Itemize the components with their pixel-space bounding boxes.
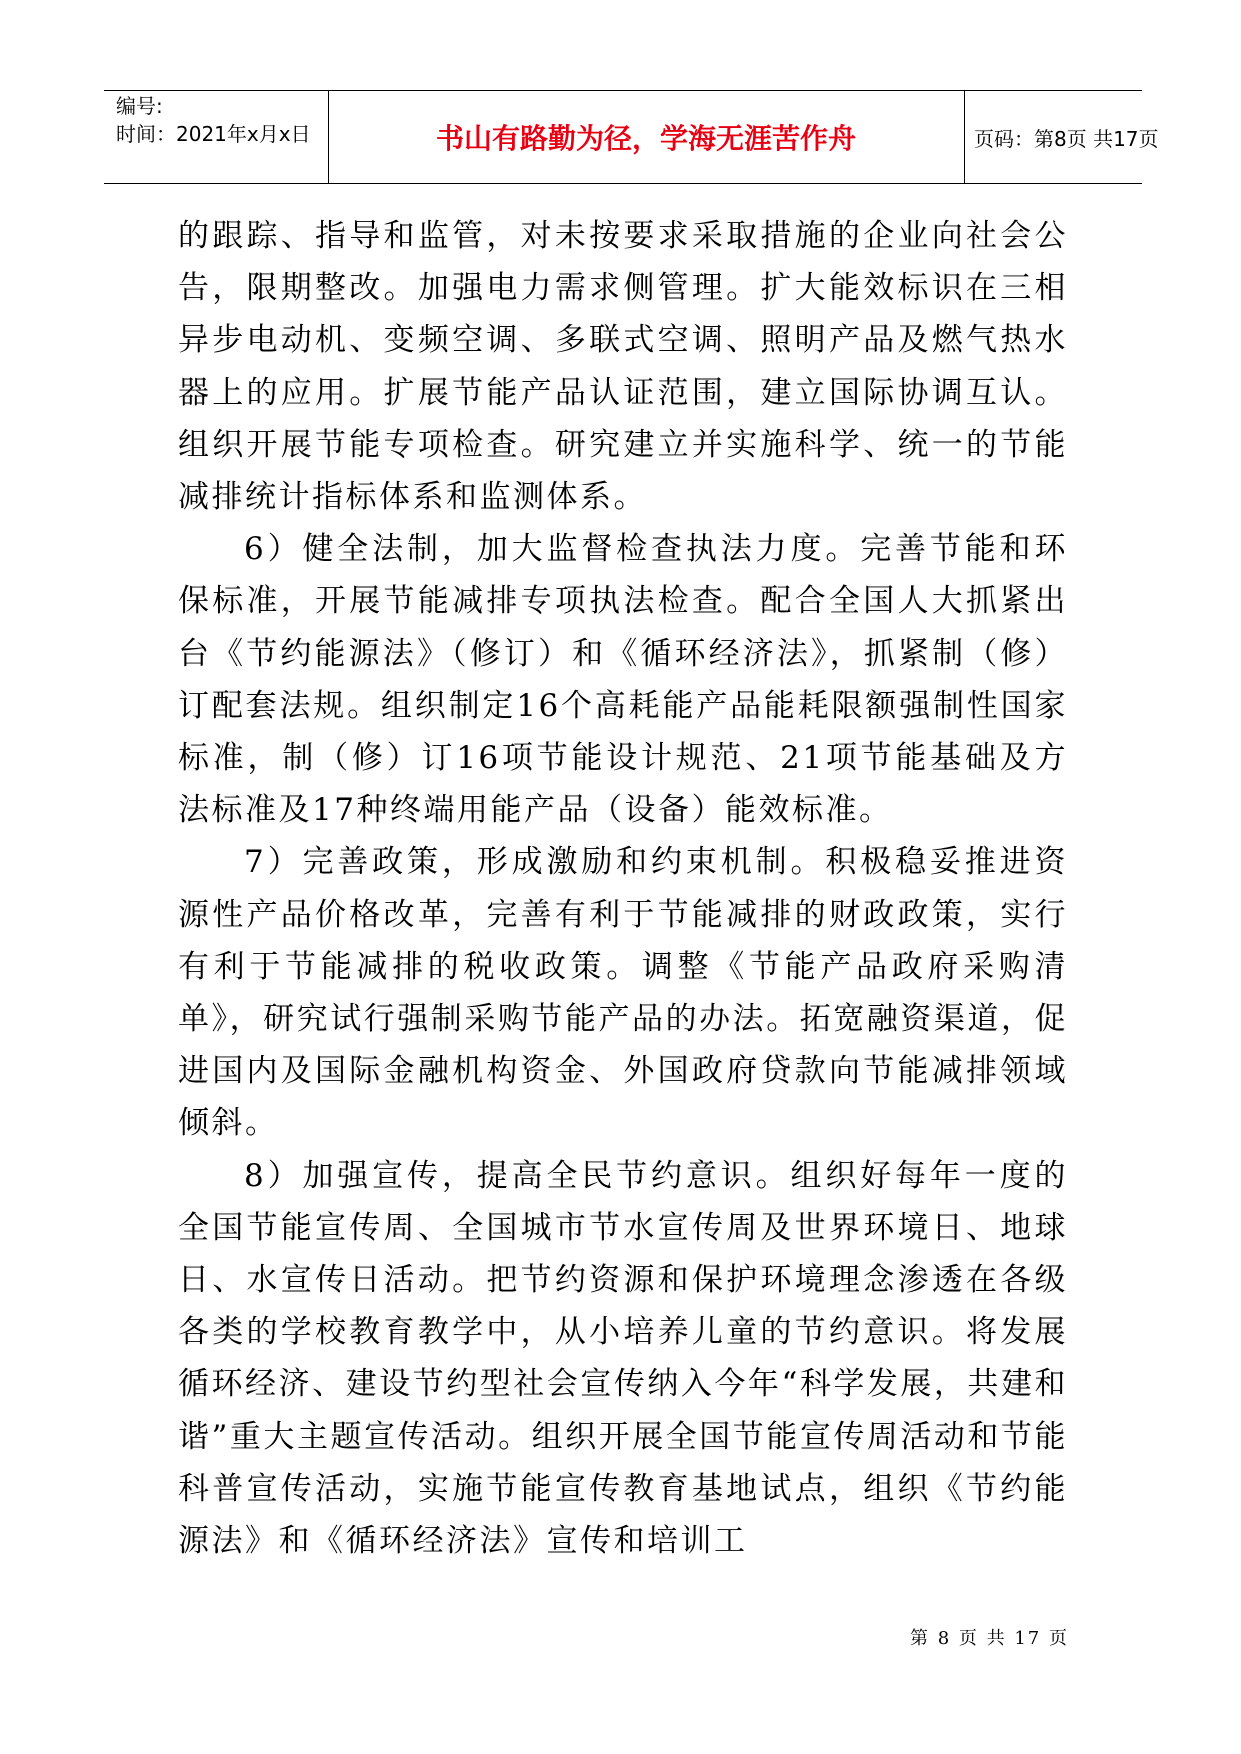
paragraph-2: 6）健全法制，加大监督检查执法力度。完善节能和环保标准，开展节能减排专项执法检查。配合全国人大抓紧出台《节约能源法》（修订）和《循环经济法》，抓紧制（修）订配套法规。组织制定16个高耗能产品能耗限额强制性国家标准，制（修）订16项节能设计规范、21项节能基础及方法标准及17种终端用能产品（设备）能效标准。	[178, 531, 1068, 829]
document-body	[178, 210, 1068, 1567]
time-label: 时间：2021年x月x日	[116, 122, 311, 146]
page-footer: 第 8 页 共 17 页	[910, 1628, 1069, 1649]
serial-label: 编号:	[116, 94, 163, 118]
header-page-label: 页码：第8页 共17页	[974, 126, 1159, 151]
paragraph-1: 的跟踪、指导和监管，对未按要求采取措施的企业向社会公告，限期整改。加强电力需求侧管理。扩大能效标识在三相异步电动机、变频空调、多联式空调、照明产品及燃气热水器上的应用。扩展节能产品认证范围，建立国际协调互认。组织开展节能专项检查。研究建立并实施科学、统一的节能减排统计指标体系和监测体系。	[178, 218, 1068, 516]
paragraph-3: 7）完善政策，形成激励和约束机制。积极稳妥推进资源性产品价格改革，完善有利于节能减排的财政政策，实行有利于节能减排的税收政策。调整《节能产品政府采购清单》，研究试行强制采购节能产品的办法。拓宽融资渠道，促进国内及国际金融机构资金、外国政府贷款向节能减排领域倾斜。	[178, 844, 1068, 1142]
header-motto: 书山有路勤为径，学海无涯苦作舟	[435, 122, 856, 155]
page-header	[104, 90, 1159, 184]
header-divider-right	[964, 91, 965, 183]
paragraph-4: 8）加强宣传，提高全民节约意识。组织好每年一度的全国节能宣传周、全国城市节水宣传周及世界环境日、地球日、水宣传日活动。把节约资源和保护环境理念渗透在各级各类的学校教育教学中，从小培养儿童的节约意识。将发展循环经济、建设节约型社会宣传纳入今年“科学发展，共建和谐”重大主题宣传活动。组织开展全国节能宣传周活动和节能科普宣传活动，实施节能宣传教育基地试点，组织《节约能源法》和《循环经济法》宣传和培训工	[178, 1157, 1068, 1560]
